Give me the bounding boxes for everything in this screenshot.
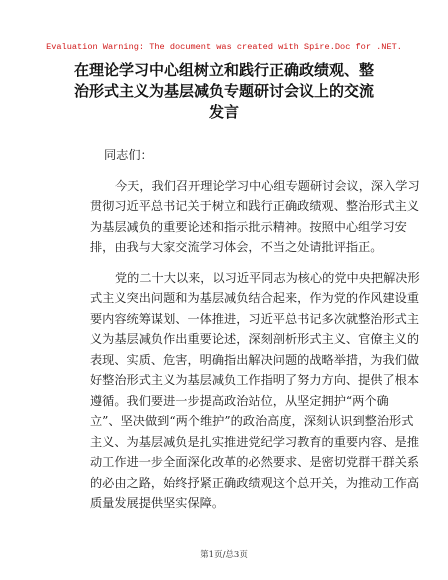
text-line: 今天，我们召开理论学习中心组专题研讨会议，深入学习 xyxy=(115,178,420,193)
paragraph-2 xyxy=(90,268,420,514)
paragraph-1 xyxy=(90,176,420,258)
title-line: 治形式主义为基层减负专题研讨会议上的交流 xyxy=(73,82,374,100)
title-line: 发言 xyxy=(208,103,239,121)
text-line: 义为基层减负作出重要论述，深刻剖析形式主义、官僚主义的 xyxy=(90,332,420,346)
text-line: 主义、为基层减负是扎实推进党纪学习教育的重要内容、是推 xyxy=(90,434,420,449)
text-line: 立”、坚决做到“两个维护”的政治高度，深刻认识到整治形式 xyxy=(90,414,414,428)
text-line: 的必由之路，始终抒紧正确政绩观这个总开关，为推动工作高 xyxy=(90,475,420,490)
page-footer: 第1页/总3页 xyxy=(200,550,248,560)
evaluation-warning: Evaluation Warning: The document was created with Spire.Doc for .NET. xyxy=(46,42,402,52)
text-line: 为基层减负的重要论述和指示批示精神。按照中心组学习安 xyxy=(90,219,407,234)
text-line: 要内容统筹谋划、一体推进，习近平总书记多次就整治形式主 xyxy=(90,311,420,326)
text-line: 党的二十大以来，以习近平同志为核心的党中央把解决形 xyxy=(115,270,420,285)
text-line: 排，由我与大家交流学习体会，不当之处请批评指正。 xyxy=(90,240,383,254)
text-line: 贯彻习近平总书记关于树立和践行正确政绩观、整治形式主义 xyxy=(90,199,420,213)
text-line: 质量发展提供坚实保障。 xyxy=(90,496,225,510)
document-title xyxy=(60,60,388,123)
title-line: 在理论学习中心组树立和践行正确政绩观、整 xyxy=(73,61,374,79)
document-body xyxy=(90,145,420,514)
text-line: 遵循。我们要进一步提高政治站位，从坚定拥护“两个确 xyxy=(90,393,389,408)
text-line: 表现、实质、危害，明确指出解决问题的战略举措，为我们做 xyxy=(90,352,420,367)
text-line: 好整治形式主义为基层减负工作指明了努力方向、提供了根本 xyxy=(90,373,420,387)
text-line: 动工作进一步全面深化改革的必然要求、是密切党群干群关系 xyxy=(90,455,420,469)
salutation: 同志们： xyxy=(104,148,153,162)
text-line: 式主义突出问题和为基层减负结合起来，作为党的作风建设重 xyxy=(90,291,420,305)
